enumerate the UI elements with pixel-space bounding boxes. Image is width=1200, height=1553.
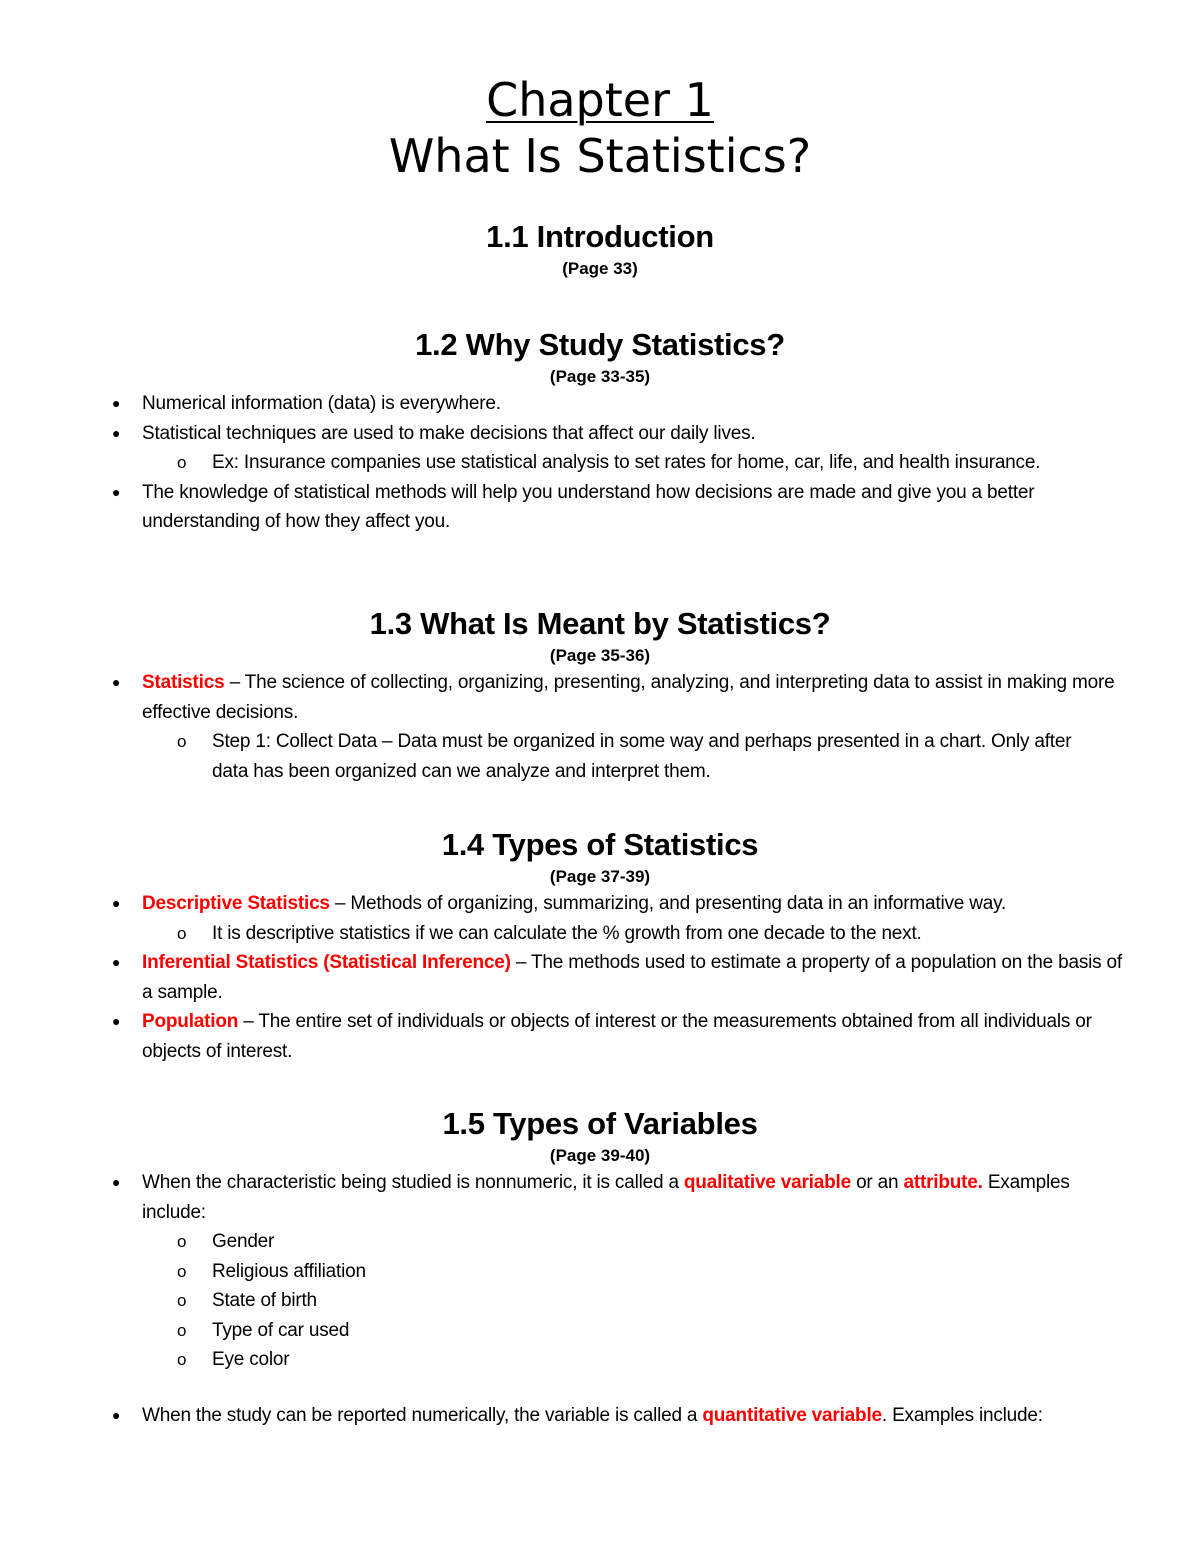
bullet-icon: ●	[112, 483, 121, 500]
term-qualitative-variable: qualitative variable	[683, 1172, 851, 1193]
list-item	[0, 1401, 1200, 1431]
list-item-text: Ex: Insurance companies use statistical analysis to set rates for home, car, life, and health insurance.	[212, 452, 1041, 473]
bullet-icon: ●	[112, 1406, 121, 1423]
term-descriptive-statistics: Descriptive Statistics	[142, 893, 330, 914]
circle-bullet-icon: o	[177, 1320, 187, 1340]
list-item-text: When the characteristic being studied is nonnumeric, it is called a	[142, 1172, 684, 1193]
list-item	[0, 948, 1200, 1007]
page-reference: (Page 35-36)	[549, 646, 651, 665]
chapter-label: Chapter 1	[486, 73, 714, 127]
chapter-name: What Is Statistics?	[388, 129, 812, 183]
sub-list-item	[0, 919, 1200, 949]
section-heading: 1.2 Why Study Statistics?	[415, 327, 785, 362]
section-heading: 1.3 What Is Meant by Statistics?	[369, 606, 831, 641]
list-item-text: Statistical techniques are used to make decisions that affect our daily lives.	[142, 422, 756, 444]
list-item-text: The knowledge of statistical methods will help you understand how decisions are made and give you a better understanding of how they affect you.	[142, 481, 1035, 532]
chapter-title	[0, 72, 1200, 184]
term-population: Population	[142, 1011, 239, 1032]
list-item	[0, 1007, 1200, 1066]
term-attribute: attribute.	[903, 1172, 983, 1193]
list-item	[0, 1168, 1200, 1227]
term-inferential-statistics: Inferential Statistics (Statistical Inference)	[142, 952, 511, 973]
bullet-list	[0, 1168, 1200, 1430]
bullet-icon: ●	[112, 674, 121, 690]
bullet-list	[0, 889, 1200, 1066]
list-item-text: Numerical information (data) is everywhere.	[142, 393, 501, 414]
sub-list-item	[0, 727, 1200, 786]
section-heading: 1.4 Types of Statistics	[441, 827, 759, 862]
page-reference: (Page 33)	[562, 259, 638, 278]
example-item: Religious affiliation	[212, 1260, 366, 1282]
definition-text: – Methods of organizing, summarizing, and presenting data in an informative way.	[329, 893, 1007, 914]
list-item	[0, 668, 1200, 727]
page-reference: (Page 33-35)	[549, 367, 651, 386]
list-item-text: It is descriptive statistics if we can calculate the % growth from one decade to the next.	[212, 922, 922, 944]
section-why-study	[0, 325, 1200, 537]
bullet-icon: ●	[112, 395, 121, 411]
list-item-text: Examples include:	[142, 1172, 1070, 1223]
page-reference: (Page 37-39)	[549, 867, 651, 886]
circle-bullet-icon: o	[177, 732, 187, 751]
spacer	[0, 1375, 1200, 1401]
term-quantitative-variable: quantitative variable	[702, 1404, 882, 1426]
term-statistics: Statistics	[142, 672, 225, 693]
list-item-text: Step 1: Collect Data – Data must be organized in some way and perhaps presented in a chart. Only after data has been organized can we analyze and interpret them.	[212, 731, 1072, 782]
list-item-text: When the study can be reported numerically, the variable is called a	[142, 1404, 703, 1426]
list-item	[0, 478, 1200, 537]
page-reference: (Page 39-40)	[549, 1146, 651, 1165]
bullet-icon: ●	[112, 424, 121, 441]
sub-list-item	[0, 1316, 1200, 1346]
bullet-icon: ●	[112, 1174, 121, 1190]
example-item: Gender	[212, 1231, 275, 1252]
bullet-icon: ●	[112, 895, 121, 911]
bullet-icon: ●	[112, 954, 121, 970]
bullet-list	[0, 668, 1200, 786]
circle-bullet-icon: o	[177, 1261, 187, 1281]
list-item	[0, 389, 1200, 419]
definition-text: – The science of collecting, organizing, presenting, analyzing, and interpreting data to assist in making more effective decisions.	[142, 672, 1115, 723]
circle-bullet-icon: o	[177, 1291, 187, 1310]
section-types-of-variables	[0, 1104, 1200, 1430]
section-what-is-meant	[0, 604, 1200, 786]
definition-text: – The entire set of individuals or objects of interest or the measurements obtained from all individuals or objects of interest.	[142, 1011, 1092, 1062]
sub-list-item	[0, 1227, 1200, 1257]
definition-text: – The methods used to estimate a property of a population on the basis of a sample.	[142, 952, 1123, 1003]
list-item-text: or an	[850, 1172, 904, 1193]
example-item: State of birth	[212, 1290, 317, 1311]
circle-bullet-icon: o	[177, 923, 187, 943]
bullet-list	[0, 389, 1200, 537]
sub-list-item	[0, 1345, 1200, 1375]
sub-list-item	[0, 1257, 1200, 1287]
section-types-of-statistics	[0, 825, 1200, 1066]
example-item: Type of car used	[212, 1319, 350, 1341]
circle-bullet-icon: o	[177, 453, 187, 472]
list-item	[0, 419, 1200, 449]
section-heading: 1.1 Introduction	[486, 219, 714, 254]
circle-bullet-icon: o	[177, 1350, 187, 1369]
section-introduction	[0, 217, 1200, 281]
sub-list-item	[0, 1286, 1200, 1316]
list-item-text: . Examples include:	[881, 1404, 1043, 1426]
bullet-icon: ●	[112, 1013, 121, 1029]
list-item	[0, 889, 1200, 919]
sub-list-item	[0, 448, 1200, 478]
example-item: Eye color	[212, 1349, 290, 1370]
section-heading: 1.5 Types of Variables	[442, 1106, 758, 1141]
circle-bullet-icon: o	[177, 1232, 187, 1251]
